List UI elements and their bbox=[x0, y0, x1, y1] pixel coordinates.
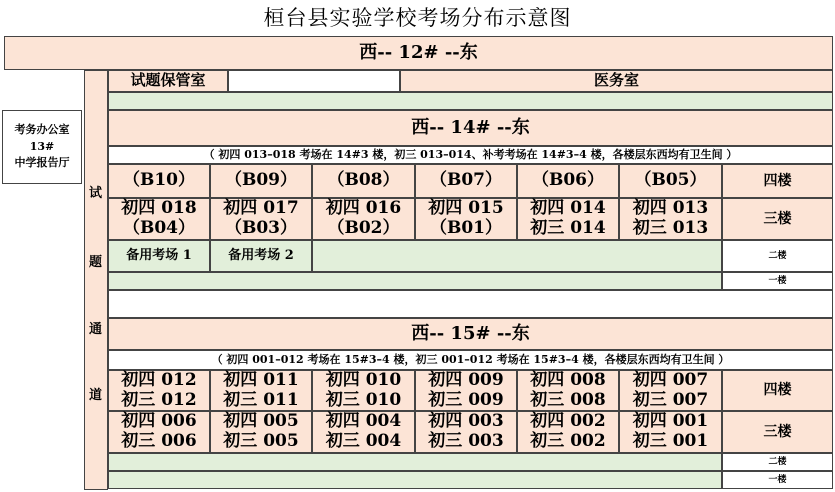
room-exam-010: 初四 010 初三 010 bbox=[312, 370, 415, 411]
medical-room: 医务室 bbox=[400, 70, 833, 92]
exam-storage-room: 试题保管室 bbox=[108, 70, 228, 92]
gap-strip bbox=[108, 290, 833, 318]
room-exam-004: 初四 004 初三 004 bbox=[312, 411, 415, 453]
building-15-label: 西-- 15# --东 bbox=[108, 318, 833, 350]
room-exam-007: 初四 007 初三 007 bbox=[619, 370, 722, 411]
room-b08: （B08） bbox=[312, 164, 415, 198]
spare-room-1: 备用考场 1 bbox=[108, 240, 210, 272]
floor-1-strip bbox=[108, 272, 722, 290]
auditorium-label: 中学报告厅 bbox=[14, 156, 70, 170]
room-b09: （B09） bbox=[210, 164, 312, 198]
floor-label-2: 二楼 bbox=[722, 240, 833, 272]
room-exam-016: 初四 016 （B02） bbox=[312, 198, 415, 240]
room-exam-012: 初四 012 初三 012 bbox=[108, 370, 210, 411]
page-title: 桓台县实验学校考场分布示意图 bbox=[263, 6, 572, 30]
building-12-label: 西-- 12# --东 bbox=[4, 36, 833, 70]
room-exam-005: 初四 005 初三 005 bbox=[210, 411, 312, 453]
floor-label-2b: 二楼 bbox=[722, 453, 833, 471]
floor-label-1b: 一楼 bbox=[722, 471, 833, 489]
building-14-label: 西-- 14# --东 bbox=[108, 110, 833, 146]
blank-room bbox=[228, 70, 400, 92]
floor-label-3: 三楼 bbox=[722, 198, 833, 240]
building-14-note: （ 初四 013–018 考场在 14#3 楼，初三 013–014、补考考场在 14#3–4 楼，各楼层东西均有卫生间 ） bbox=[108, 146, 833, 164]
room-exam-015: 初四 015 （B01） bbox=[415, 198, 517, 240]
floor-label-1: 一楼 bbox=[722, 272, 833, 290]
room-exam-003: 初四 003 初三 003 bbox=[415, 411, 517, 453]
floor-2-strip-b bbox=[108, 453, 722, 471]
floor-label-4: 四楼 bbox=[722, 164, 833, 198]
spare-room-2: 备用考场 2 bbox=[210, 240, 312, 272]
office-label: 考务办公室 bbox=[14, 123, 70, 137]
room-exam-006: 初四 006 初三 006 bbox=[108, 411, 210, 453]
floor-strip bbox=[108, 92, 833, 110]
corridor-char-1: 试 bbox=[89, 186, 103, 201]
exam-corridor bbox=[84, 70, 108, 490]
corridor-char-3: 通 bbox=[89, 322, 103, 337]
room-exam-009: 初四 009 初三 009 bbox=[415, 370, 517, 411]
floor-label-4b: 四楼 bbox=[722, 370, 833, 411]
room-b06: （B06） bbox=[517, 164, 619, 198]
exam-office-box bbox=[2, 110, 82, 184]
room-exam-002: 初四 002 初三 002 bbox=[517, 411, 619, 453]
room-exam-013: 初四 013 初三 013 bbox=[619, 198, 722, 240]
corridor-char-4: 道 bbox=[89, 388, 103, 403]
floor-label-3b: 三楼 bbox=[722, 411, 833, 453]
floor-1-strip-b bbox=[108, 471, 722, 489]
room-b05: （B05） bbox=[619, 164, 722, 198]
room-exam-017: 初四 017 （B03） bbox=[210, 198, 312, 240]
floor-2-empty bbox=[312, 240, 722, 272]
room-exam-018: 初四 018 （B04） bbox=[108, 198, 210, 240]
room-b10: （B10） bbox=[108, 164, 210, 198]
building-15-note: （ 初四 001–012 考场在 15#3–4 楼，初三 001–012 考场在 15#3–4 楼，各楼层东西均有卫生间 ） bbox=[108, 350, 833, 370]
room-exam-008: 初四 008 初三 008 bbox=[517, 370, 619, 411]
building-13-label: 13# bbox=[29, 139, 55, 153]
room-b07: （B07） bbox=[415, 164, 517, 198]
room-exam-014: 初四 014 初三 014 bbox=[517, 198, 619, 240]
room-exam-011: 初四 011 初三 011 bbox=[210, 370, 312, 411]
corridor-char-2: 题 bbox=[89, 255, 103, 270]
room-exam-001: 初四 001 初三 001 bbox=[619, 411, 722, 453]
